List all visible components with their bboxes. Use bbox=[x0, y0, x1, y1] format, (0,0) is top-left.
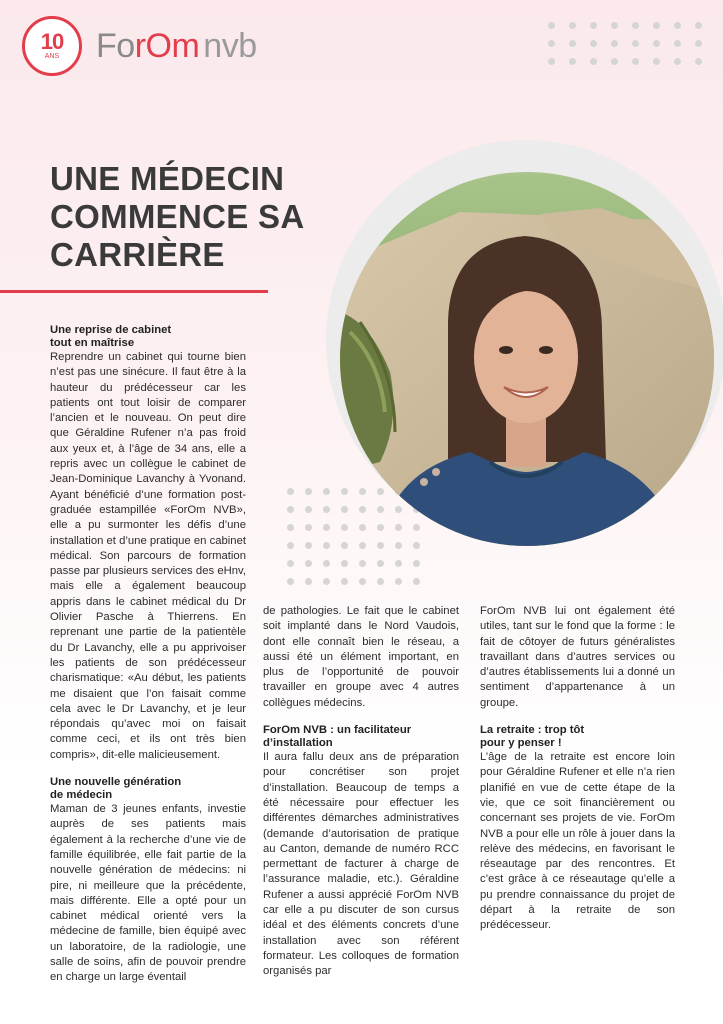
decorative-dot bbox=[377, 560, 384, 567]
decorative-dot bbox=[323, 524, 330, 531]
article-column-2 bbox=[263, 604, 459, 980]
decorative-dot bbox=[548, 22, 555, 29]
decorative-dot bbox=[695, 58, 702, 65]
section-heading-retraite: La retraite : trop tôt pour y penser ! bbox=[480, 724, 585, 750]
decorative-dot bbox=[287, 488, 294, 495]
section-body-generation: Maman de 3 jeunes enfants, investie auprès de ses patients mais également à la recherche d’une vie de famille équilibrée, elle fait partie de la nouvelle génération de médecins: ni pire, ni meilleure que la précédente, mais différente. Elle a opté pour un cabinet médical orienté vers la médecine de famille, bien équipé avec un laboratoire, de la radiologie, une salle de soins, afin de pouvoir prendre en charge un large éventail bbox=[50, 803, 246, 984]
decorative-dot bbox=[377, 506, 384, 513]
decorative-dot bbox=[359, 542, 366, 549]
decorative-dot bbox=[287, 578, 294, 585]
decorative-dot bbox=[287, 560, 294, 567]
decorative-dot bbox=[632, 22, 639, 29]
decorative-dot bbox=[653, 22, 660, 29]
decorative-dot bbox=[569, 58, 576, 65]
decorative-dot-grid-top bbox=[548, 22, 702, 65]
decorative-dot bbox=[359, 506, 366, 513]
decorative-dot bbox=[395, 578, 402, 585]
decorative-dot bbox=[413, 542, 420, 549]
decorative-dot bbox=[305, 542, 312, 549]
badge-label: ANS bbox=[44, 53, 60, 60]
decorative-dot bbox=[590, 58, 597, 65]
ten-years-badge bbox=[22, 16, 82, 76]
decorative-dot bbox=[590, 22, 597, 29]
section-heading-cabinet: Une reprise de cabinet tout en maîtrise bbox=[50, 324, 172, 349]
decorative-dot bbox=[341, 506, 348, 513]
section-heading-generation: Une nouvelle génération de médecin bbox=[50, 776, 182, 802]
brand-part-fo: Fo bbox=[96, 27, 135, 65]
portrait-illustration bbox=[340, 172, 714, 546]
article-column-1 bbox=[50, 324, 246, 986]
section-body-facilitateur: Il aura fallu deux ans de préparation pour concrétiser son projet d’installation. Beaucoup de temps a été nécessaire pour effectuer les différentes démarches administratives (demande d’autorisation de pratique au Canton, demande de numéro RCC permettant de facturer à charge de l’assurance maladie, etc.). Géraldine Rufener a aussi apprécié ForOm NVB car elle a pu discuter de son cursus idéal et des éléments concrets d’une installation avec son référent formateur. Les colloques de formation organisés par bbox=[263, 751, 459, 978]
section-body-cabinet: Reprendre un cabinet qui tourne bien n’est pas une sinécure. Il faut être à la hauteur du prédécesseur car les patients ont tout loisir de comparer l’ancien et le nouveau. On peut dire que Géraldine Rufener n’a pas froid aux yeux et, à l’âge de 34 ans, elle a repris avec un collègue le cabinet de Jean-Dominique Lavanchy à Yvonand. Ayant bénéficié d’une formation post-graduée estampillée «ForOm NVB», elle a pu surmonter les défis d’une installation et d’une pratique en cabinet médical. Son parcours de formation passe par plusieurs services des eHnv, mais elle a également beaucoup appris dans le cabinet médical du Dr Olivier Pasche à Thierrens. En reprenant une partie de la patientèle du Dr Lavanchy, elle a pu apprivoiser les patients de son prédécesseur charismatique: «Au début, les patients me disaient que l’on faisait comme cela avec le Dr Lavanchy, et je leur répondais qu’avec moi on faisait comme ceci, et ils ont très bien compris», dit-elle malicieusement. bbox=[50, 351, 246, 761]
brand-part-nvb: nvb bbox=[203, 27, 257, 65]
decorative-dot bbox=[287, 524, 294, 531]
decorative-dot bbox=[632, 58, 639, 65]
decorative-dot bbox=[323, 488, 330, 495]
decorative-dot bbox=[413, 524, 420, 531]
paragraph-continuation: ForOm NVB lui ont également été utiles, tant sur le fond que la forme : le fait de côtoyer de futurs généralistes travaillant dans d’autres services ou d’autres établissements lui a donné un sentiment d’appartenance à un groupe. bbox=[480, 605, 675, 709]
decorative-dot bbox=[341, 542, 348, 549]
decorative-dot bbox=[395, 542, 402, 549]
decorative-dot bbox=[377, 524, 384, 531]
decorative-dot bbox=[611, 22, 618, 29]
decorative-dot bbox=[377, 488, 384, 495]
decorative-dot bbox=[377, 578, 384, 585]
decorative-dot bbox=[287, 542, 294, 549]
decorative-dot bbox=[695, 22, 702, 29]
decorative-dot bbox=[341, 560, 348, 567]
decorative-dot bbox=[359, 488, 366, 495]
brand-part-rom: rOm bbox=[134, 27, 200, 65]
decorative-dot bbox=[590, 40, 597, 47]
decorative-dot bbox=[305, 578, 312, 585]
decorative-dot bbox=[359, 560, 366, 567]
decorative-dot bbox=[653, 58, 660, 65]
decorative-dot bbox=[323, 542, 330, 549]
decorative-dot bbox=[323, 560, 330, 567]
decorative-dot bbox=[674, 22, 681, 29]
decorative-dot bbox=[395, 524, 402, 531]
decorative-dot bbox=[695, 40, 702, 47]
portrait-photo-icon bbox=[340, 172, 714, 546]
title-underline-rule bbox=[0, 290, 268, 293]
decorative-dot bbox=[674, 58, 681, 65]
decorative-dot bbox=[323, 506, 330, 513]
decorative-dot bbox=[377, 542, 384, 549]
decorative-dot bbox=[611, 58, 618, 65]
decorative-dot bbox=[611, 40, 618, 47]
decorative-dot bbox=[632, 40, 639, 47]
decorative-dot bbox=[341, 578, 348, 585]
decorative-dot bbox=[395, 560, 402, 567]
title-line: CARRIÈRE bbox=[50, 236, 225, 273]
decorative-dot bbox=[305, 488, 312, 495]
decorative-dot bbox=[359, 578, 366, 585]
decorative-dot bbox=[395, 506, 402, 513]
decorative-dot bbox=[674, 40, 681, 47]
decorative-dot bbox=[287, 506, 294, 513]
section-body-retraite: L’âge de la retraite est encore loin pour Géraldine Rufener et elle n’a rien planifié en vue de cette étape de la vie, que ce soit financièrement ou concernant ses projets de vie. ForOm NVB a pour elle un rôle à jouer dans la relève des médecins, en favorisant le réseautage par des rencontres. Et c’est grâce à ce réseautage qu’elle a pu prendre connaissance du projet de départ à la retraite de son prédécesseur. bbox=[480, 751, 675, 932]
decorative-dot bbox=[305, 524, 312, 531]
decorative-dot bbox=[305, 560, 312, 567]
decorative-dot bbox=[341, 488, 348, 495]
decorative-dot bbox=[653, 40, 660, 47]
decorative-dot bbox=[305, 506, 312, 513]
decorative-dot bbox=[341, 524, 348, 531]
decorative-dot bbox=[323, 578, 330, 585]
decorative-dot bbox=[413, 560, 420, 567]
decorative-dot bbox=[413, 578, 420, 585]
decorative-dot bbox=[548, 58, 555, 65]
article-column-3 bbox=[480, 604, 675, 934]
decorative-dot bbox=[548, 40, 555, 47]
decorative-dot bbox=[359, 524, 366, 531]
article-title bbox=[50, 160, 380, 274]
decorative-dot bbox=[569, 22, 576, 29]
decorative-dot-grid-middle bbox=[287, 488, 420, 585]
title-line: COMMENCE SA bbox=[50, 198, 305, 235]
forom-nvb-logo bbox=[22, 16, 257, 76]
brand-wordmark bbox=[96, 26, 257, 66]
title-line: UNE MÉDECIN bbox=[50, 160, 285, 197]
paragraph-continuation: de pathologies. Le fait que le cabinet soit implanté dans le Nord Vaudois, dont elle connaît bien le réseau, a aussi été un élément important, en plus de l’opportunité de pouvoir travailler en groupe avec 4 autres collègues médecins. bbox=[263, 605, 459, 709]
section-heading-facilitateur: ForOm NVB : un facilitateur d’installation bbox=[263, 724, 412, 750]
decorative-dot bbox=[569, 40, 576, 47]
badge-number: 10 bbox=[40, 29, 64, 54]
